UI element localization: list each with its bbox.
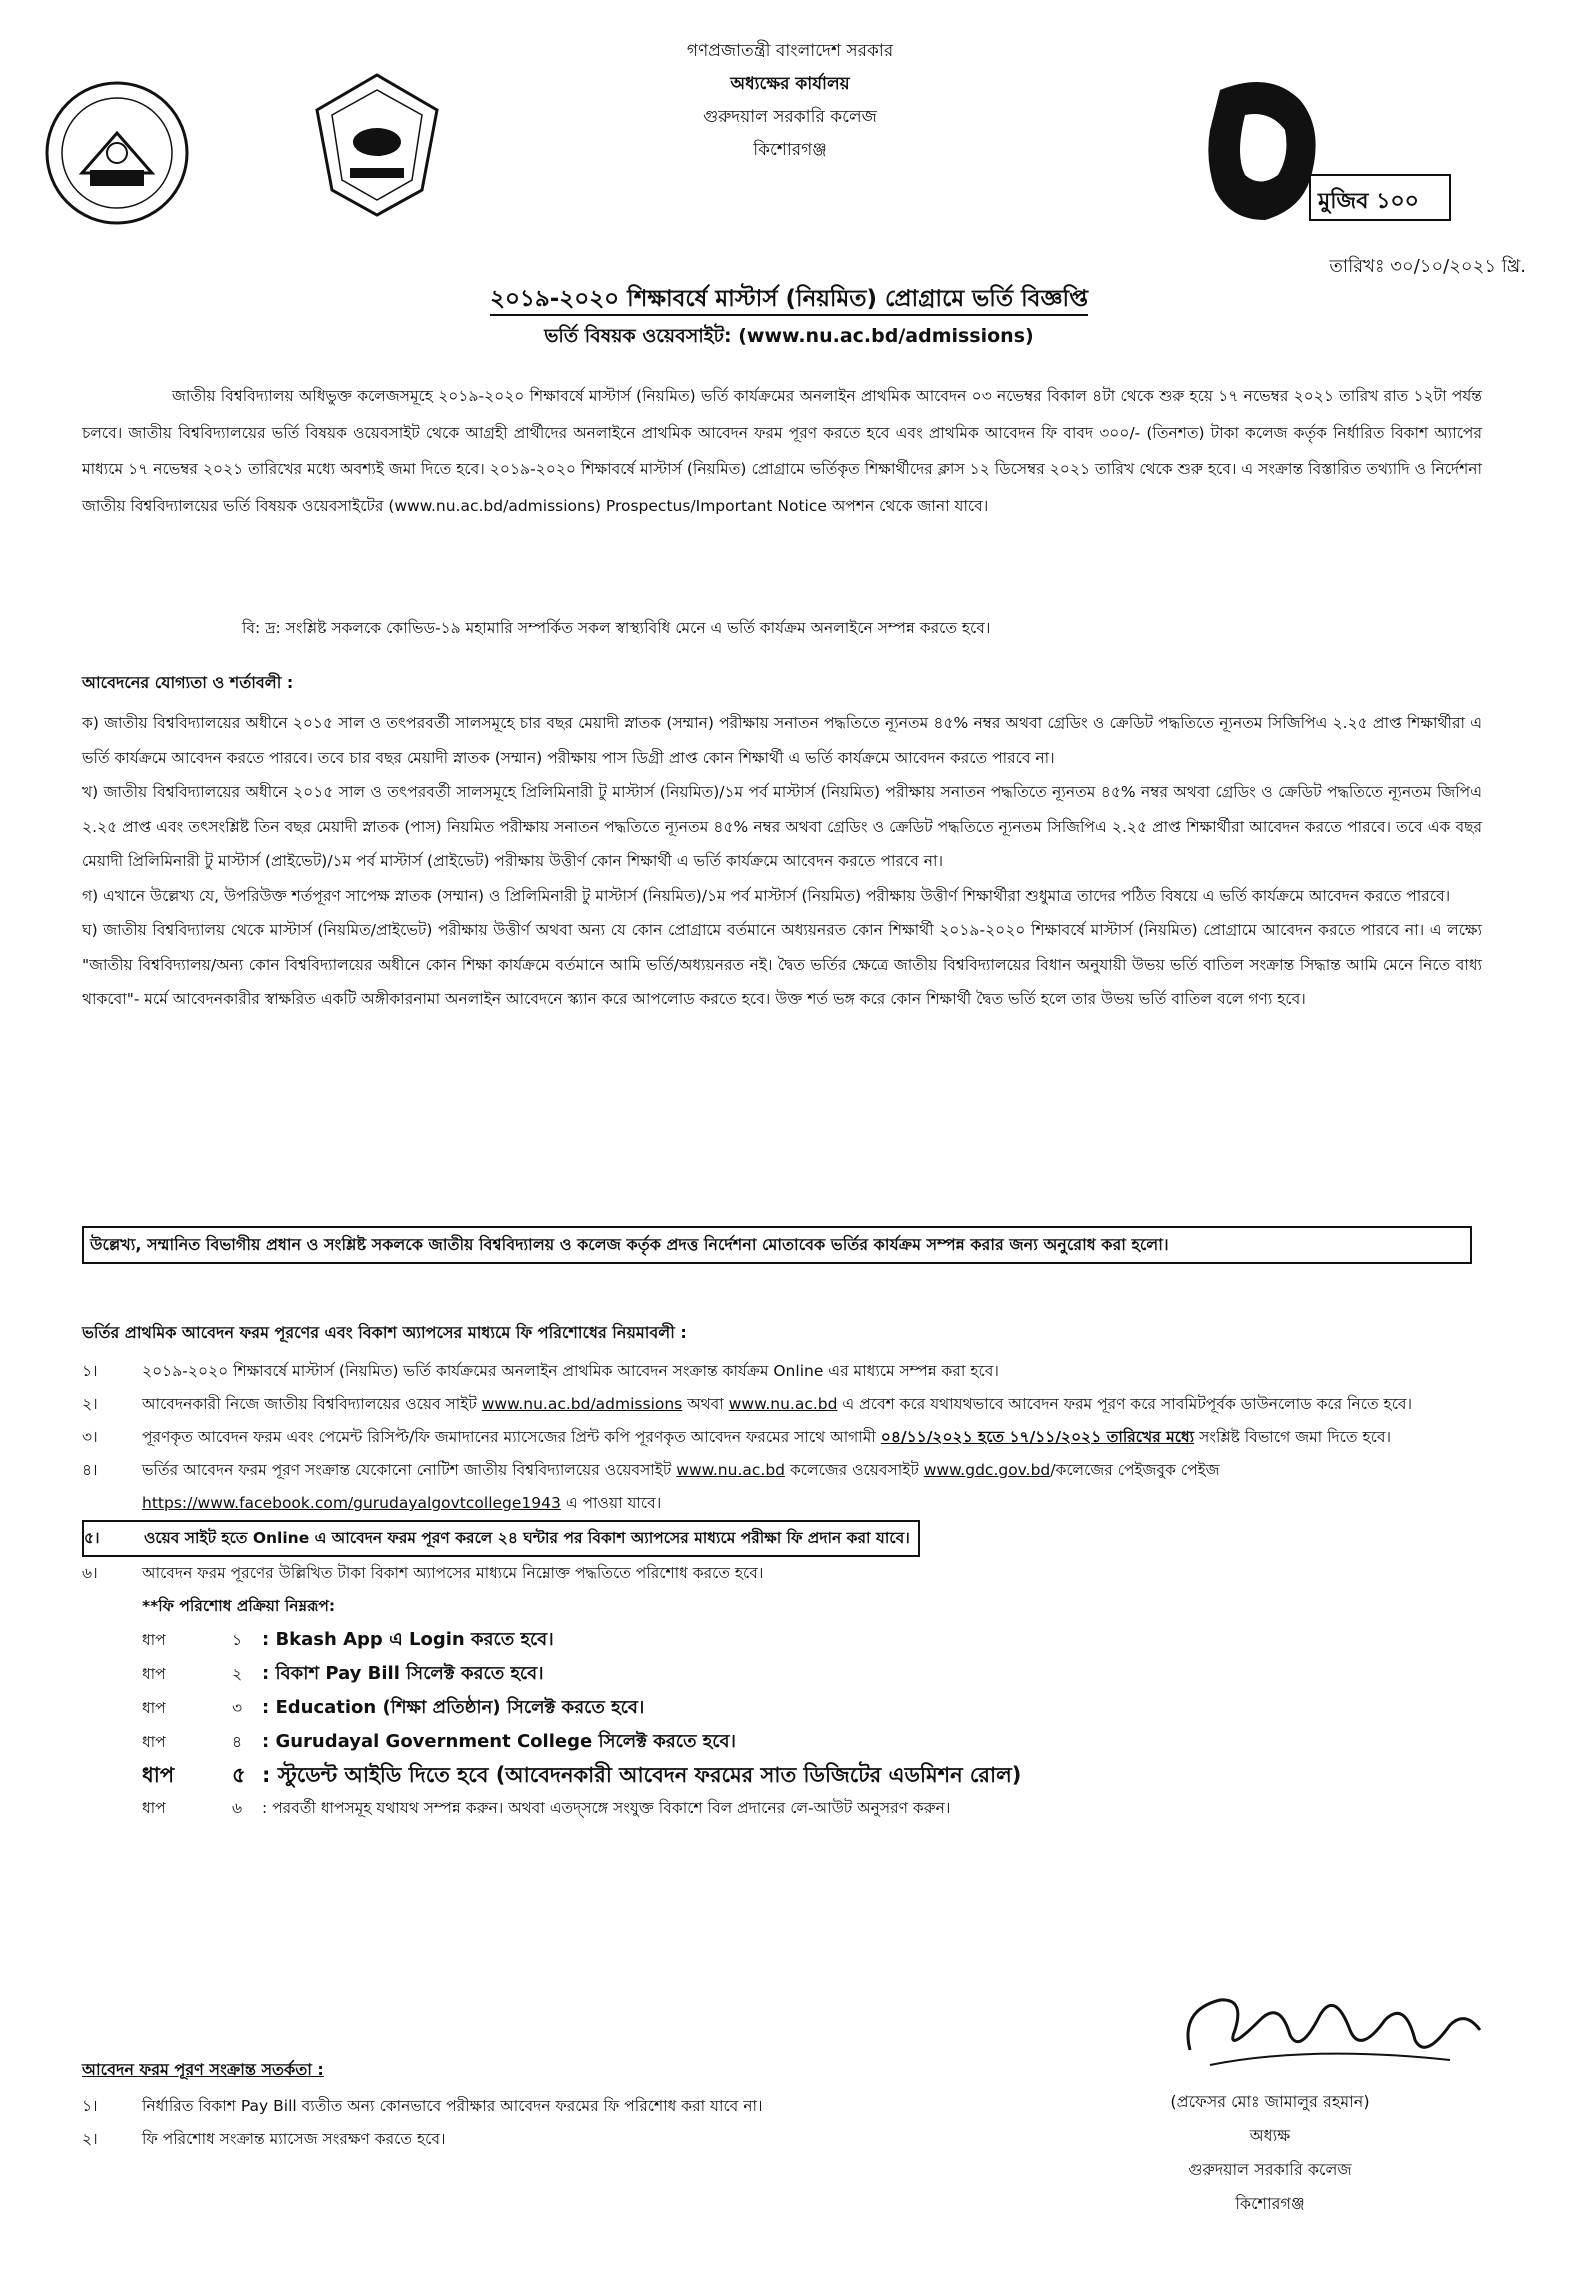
principal-name: (প্রফেসর মোঃ জামালুর রহমান) [1170, 2092, 1370, 2111]
caution-item: ২। ফি পরিশোধ সংক্রান্ত ম্যাসেজ সংরক্ষণ করতে হবে। [82, 2130, 446, 2148]
rules-list [82, 1355, 1482, 1825]
notice-date: তারিখঃ ৩০/১০/২০২১ খ্রি. [1329, 256, 1526, 277]
college-website-link[interactable]: www.gdc.gov.bd [923, 1461, 1051, 1479]
condition-item: ঘ) জাতীয় বিশ্ববিদ্যালয় থেকে মাস্টার্স (নিয়মিত/প্রাইভেট) পরীক্ষায় উত্তীর্ণ অথবা অন্য যে কোন প্রোগ্রামে বর্তমানে অধ্যয়নরত কোন শিক্ষার্থী ২০১৯-২০২০ শিক্ষাবর্ষে মাস্টার্স (নিয়মিত) প্রোগ্রামে আবেদন করতে পারবে না। এ লক্ষ্যে "জাতীয় বিশ্ববিদ্যালয়/অন্য কোন বিশ্ববিদ্যালয়ের অধীনে কোন শিক্ষা কার্যক্রমে বর্তমানে আমি ভর্তি/অধ্যয়নরত নই। দ্বৈত ভর্তির ক্ষেত্রে জাতীয় বিশ্ববিদ্যালয়ের বিধান অনুযায়ী উভয় ভর্তি বাতিল সংক্রান্ত সিদ্ধান্ত আমি মেনে নিতে বাধ্য থাকবো"- মর্মে আবেদনকারীর স্বাক্ষরিত একটি অঙ্গীকারনামা অনলাইন আবেদনে স্ক্যান করে আপলোড করতে হবে। উক্ত শর্ত ভঙ্গ করে কোন শিক্ষার্থী দ্বৈত ভর্তি হলে তার উভয় ভর্তি বাতিল বলে গণ্য হবে। [82, 921, 1482, 1008]
mujib-100-text: মুজিব ১০০ [1318, 189, 1419, 214]
payment-step: ধাপ ৪ : Gurudayal Government College সিলেক্ট করতে হবে। [142, 1731, 736, 1752]
condition-item: গ) এখানে উল্লেখ্য যে, উপরিউক্ত শর্তপূরণ সাপেক্ষ স্নাতক (সম্মান) ও প্রিলিমিনারী টু মাস্টার্স (নিয়মিত)/১ম পর্ব মাস্টার্স (নিয়মিত) পরীক্ষায় উত্তীর্ণ শিক্ষার্থীরা শুধুমাত্র তাদের পঠিত বিষয়ে এ ভর্তি কার্যক্রমে আবেদন করতে পারবে। [82, 886, 1451, 905]
mujib-100-logo [1150, 70, 1470, 240]
payment-steps-heading: **ফি পরিশোধ প্রক্রিয়া নিম্নরূপ: [142, 1597, 336, 1615]
conditions-heading: আবেদনের যোগ্যতা ও শর্তাবলী : [82, 673, 294, 692]
signatory-block [1080, 2085, 1460, 2221]
govt-name: গণপ্রজাতন্ত্রী বাংলাদেশ সরকার [686, 41, 894, 61]
college-emblem-center [312, 70, 442, 220]
caution-item: ১। নির্ধারিত বিকাশ Pay Bill ব্যতীত অন্য কোনভাবে পরীক্ষার আবেদন ফরমের ফি পরিশোধ করা যাবে না। [82, 2097, 763, 2115]
condition-item: ক) জাতীয় বিশ্ববিদ্যালয়ের অধীনে ২০১৫ সাল ও তৎপরবর্তী সালসমূহে চার বছর মেয়াদী স্নাতক (সম্মান) পরীক্ষায় সনাতন পদ্ধতিতে ন্যূনতম ৪৫% নম্বর অথবা গ্রেডিং ও ক্রেডিট পদ্ধতিতে ন্যূনতম সিজিপিএ ২.২৫ প্রাপ্ত শিক্ষার্থীরা এ ভর্তি কার্যক্রমে আবেদন করতে পারবে। তবে চার বছর মেয়াদী স্নাতক (সম্মান) পরীক্ষায় পাস ডিগ্রী প্রাপ্ত কোন শিক্ষার্থী এ ভর্তি কার্যক্রমে আবেদন করতে পারবে না। [82, 714, 1482, 767]
boxed-notice: উল্লেখ্য, সম্মানিত বিভাগীয় প্রধান ও সংশ্লিষ্ট সকলকে জাতীয় বিশ্ববিদ্যালয় ও কলেজ কর্তৃক প্রদত্ত নির্দেশনা মোতাবেক ভর্তির কার্যক্রম সম্পন্ন করার জন্য অনুরোধ করা হলো। [82, 1226, 1472, 1264]
condition-item: খ) জাতীয় বিশ্ববিদ্যালয়ের অধীনে ২০১৫ সাল ও তৎপরবর্তী সালসমূহে প্রিলিমিনারী টু মাস্টার্স (নিয়মিত)/১ম পর্ব মাস্টার্স (নিয়মিত) পরীক্ষায় সনাতন পদ্ধতিতে ন্যূনতম ৪৫% নম্বর অথবা গ্রেডিং ও ক্রেডিট পদ্ধতিতে ন্যূনতম জিপিএ ২.২৫ প্রাপ্ত এবং তৎসংশ্লিষ্ট তিন বছর মেয়াদী স্নাতক (পাস) নিয়মিত পরীক্ষায় সনাতন পদ্ধতিতে ন্যূনতম ৪৫% নম্বর অথবা গ্রেডিং ও ক্রেডিট পদ্ধতিতে ন্যূনতম সিজিপিএ ২.২৫ প্রাপ্ত শিক্ষার্থীরা আবেদন করতে পারবে। তবে এক বছর মেয়াদী প্রিলিমিনারী টু মাস্টার্স (প্রাইভেট)/১ম পর্ব মাস্টার্স (প্রাইভেট) পরীক্ষায় উত্তীর্ণ কোন শিক্ষার্থী এ ভর্তি কার্যক্রমে আবেদন করতে পারবে না। [82, 783, 1482, 870]
submission-dates: ০৪/১১/২০২১ হতে ১৭/১১/২০২১ তারিখের মধ্যে [880, 1428, 1195, 1446]
rule-item: ৪। ভর্তির আবেদন ফরম পূরণ সংক্রান্ত যেকোনো নোটিশ জাতীয় বিশ্ববিদ্যালয়ের ওয়েবসাইট www.nu.ac.bd কলেজের ওয়েবসাইট www.gdc.gov.bd/কলেজের পেইজবুক পেইজ https://www.facebook.com/gurudayalgovtcollege1943 এ পাওয়া যাবে। [82, 1461, 1220, 1512]
nu-website-link[interactable]: www.nu.ac.bd [728, 1395, 838, 1413]
principal-signature [1150, 1960, 1490, 2080]
signatory-college: গুরুদয়াল সরকারি কলেজ [1188, 2160, 1352, 2179]
payment-step: ধাপ ৬ : পরবর্তী ধাপসমূহ যথাযথ সম্পন্ন করুন। অথবা এতদ্‌সঙ্গে সংযুক্ত বিকাশে বিল প্রদানের লে-আউট অনুসরণ করুন। [142, 1799, 951, 1817]
conditions-list [82, 706, 1482, 1017]
rule-item: ২। আবেদনকারী নিজে জাতীয় বিশ্ববিদ্যালয়ের ওয়েব সাইট www.nu.ac.bd/admissions অথবা www.nu.ac.bd এ প্রবেশ করে যথাযথভাবে আবেদন ফরম পূরণ করে সাবমিটপূর্বক ডাউনলোড করে নিতে হবে। [82, 1395, 1413, 1413]
facebook-page-link[interactable]: https://www.facebook.com/gurudayalgovtcollege1943 [142, 1494, 561, 1512]
rule-item: ৬। আবেদন ফরম পূরণের উল্লিখিত টাকা বিকাশ অ্যাপসের মাধ্যমে নিম্নোক্ত পদ্ধতিতে পরিশোধ করতে হবে। [82, 1564, 764, 1582]
caution-list [82, 2090, 1182, 2156]
rules-heading: ভর্তির প্রাথমিক আবেদন ফরম পূরণের এবং বিকাশ অ্যাপসের মাধ্যমে ফি পরিশোধের নিয়মাবলী : [82, 1323, 687, 1342]
college-name: গুরুদয়াল সরকারি কলেজ [703, 107, 877, 127]
payment-step: ধাপ ২ : বিকাশ Pay Bill সিলেক্ট করতে হবে। [142, 1663, 544, 1684]
payment-step: ধাপ ১ : Bkash App এ Login করতে হবে। [142, 1629, 554, 1650]
rule-item-boxed: ৫। ওয়েব সাইট হতে Online এ আবেদন ফরম পূরণ করলে ২৪ ঘন্টার পর বিকাশ অ্যাপসের মাধ্যমে পরীক্ষা ফি প্রদান করা যাবে। [82, 1520, 1482, 1557]
nu-website-link[interactable]: www.nu.ac.bd [676, 1461, 786, 1479]
payment-step: ধাপ ৩ : Education (শিক্ষা প্রতিষ্ঠান) সিলেক্ট করতে হবে। [142, 1697, 645, 1718]
nu-admissions-link[interactable]: www.nu.ac.bd/admissions [481, 1395, 683, 1413]
rule-item: ৩। পূরণকৃত আবেদন ফরম এবং পেমেন্ট রিসিপ্ট/ফি জমাদানের ম্যাসেজের প্রিন্ট কপি পূরণকৃত আবেদন ফরমের সাথে আগামী ০৪/১১/২০২১ হতে ১৭/১১/২০২১ তারিখের মধ্যে সংশ্লিষ্ট বিভাগে জমা দিতে হবে। [82, 1428, 1391, 1446]
rule-item: ১। ২০১৯-২০২০ শিক্ষাবর্ষে মাস্টার্স (নিয়মিত) ভর্তি কার্যক্রমের অনলাইন প্রাথমিক আবেদন সংক্রান্ত কার্যক্রম Online এর মাধ্যমে সম্পন্ন করা হবে। [82, 1362, 999, 1380]
office-name: অধ্যক্ষের কার্যালয় [730, 74, 850, 94]
college-emblem-left [42, 78, 192, 228]
district-name: কিশোরগঞ্জ [753, 140, 827, 160]
notice-title: ২০১৯-২০২০ শিক্ষাবর্ষে মাস্টার্স (নিয়মিত) প্রোগ্রামে ভর্তি বিজ্ঞপ্তি [0, 280, 1578, 319]
caution-heading: আবেদন ফরম পূরণ সংক্রান্ত সতর্কতা : [82, 2060, 324, 2079]
payment-steps [82, 1623, 1482, 1825]
payment-step: ধাপ ৫ : স্টুডেন্ট আইডি দিতে হবে (আবেদনকারী আবেদন ফরমের সাত ডিজিটের এডমিশন রোল) [142, 1763, 1022, 1787]
principal-designation: অধ্যক্ষ [1249, 2126, 1291, 2145]
admission-website: ভর্তি বিষয়ক ওয়েবসাইট: (www.nu.ac.bd/admissions) [544, 325, 1034, 347]
signatory-district: কিশোরগঞ্জ [1235, 2194, 1305, 2213]
covid-note: বি: দ্র: সংশ্লিষ্ট সকলকে কোভিড-১৯ মহামারি সম্পর্কিত সকল স্বাস্থ্যবিধি মেনে এ ভর্তি কার্যক্রম অনলাইনে সম্পন্ন করতে হবে। [242, 619, 991, 637]
intro-paragraph: জাতীয় বিশ্ববিদ্যালয় অধিভুক্ত কলেজসমূহে ২০১৯-২০২০ শিক্ষাবর্ষে মাস্টার্স (নিয়মিত) ভর্তি কার্যক্রমের অনলাইন প্রাথমিক আবেদন ০৩ নভেম্বর বিকাল ৪টা থেকে শুরু হয়ে ১৭ নভেম্বর ২০২১ তারিখ রাত ১২টা পর্যন্ত চলবে। জাতীয় বিশ্ববিদ্যালয়ের ভর্তি বিষয়ক ওয়েবসাইট থেকে আগ্রহী প্রার্থীদের অনলাইনে প্রাথমিক আবেদন ফরম পূরণ করতে হবে এবং প্রাথমিক আবেদন ফি বাবদ ৩০০/- (তিনশত) টাকা কলেজ কর্তৃক নির্ধারিত বিকাশ অ্যাপের মাধ্যমে ১৭ নভেম্বর ২০২১ তারিখের মধ্যে অবশ্যই জমা দিতে হবে। ২০১৯-২০২০ শিক্ষাবর্ষে মাস্টার্স (নিয়মিত) প্রোগ্রামে ভর্তিকৃত শিক্ষার্থীদের ক্লাস ১২ ডিসেম্বর ২০২১ তারিখ থেকে শুরু হবে। এ সংক্রান্ত বিস্তারিত তথ্যাদি ও নির্দেশনা জাতীয় বিশ্ববিদ্যালয়ের ভর্তি বিষয়ক ওয়েবসাইটের (www.nu.ac.bd/admissions) Prospectus/Important Notice অপশন থেকে জানা যাবে। [82, 387, 1482, 515]
